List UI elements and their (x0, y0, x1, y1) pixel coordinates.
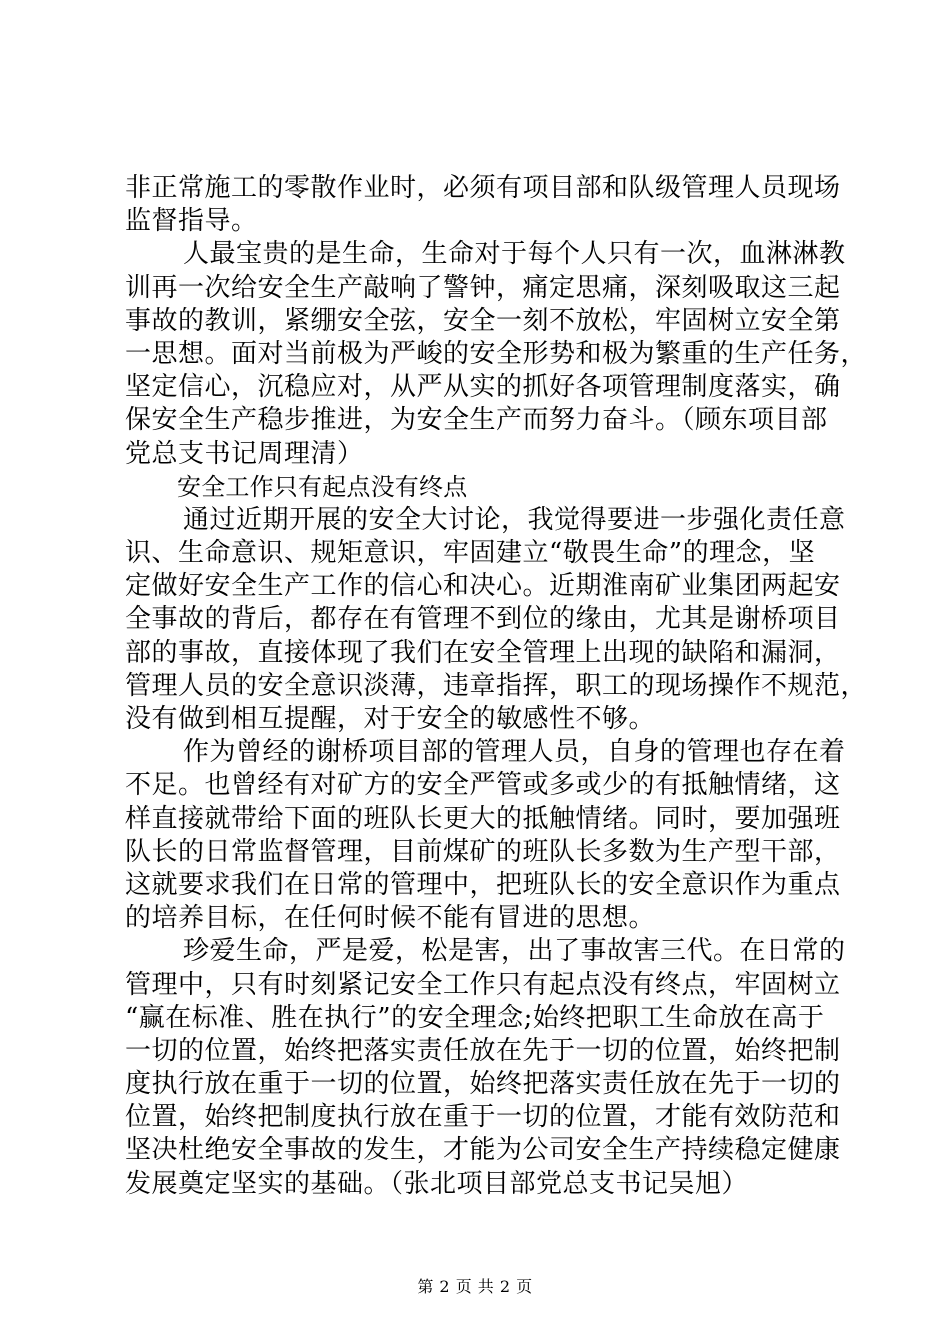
body-line: 队长的日常监督管理，目前煤矿的班队长多数为生产型干部， (125, 836, 841, 867)
body-line: 坚决杜绝安全事故的发生，才能为公司安全生产持续稳定健康 (125, 1135, 841, 1166)
body-line: 定做好安全生产工作的信心和决心。近期淮南矿业集团两起安 (125, 571, 841, 602)
body-line: 识、生命意识、规矩意识，牢固建立“敬畏生命”的理念，坚 (125, 538, 816, 569)
body-line: 部的事故，直接体现了我们在安全管理上出现的缺陷和漏洞， (125, 637, 841, 668)
body-line: 管理中，只有时刻紧记安全工作只有起点没有终点，牢固树立 (125, 969, 841, 1000)
body-line: 一切的位置，始终把落实责任放在先于一切的位置，始终把制 (125, 1035, 841, 1066)
body-line: 管理人员的安全意识淡薄，违章指挥，职工的现场操作不规范， (125, 670, 868, 701)
body-line: 一思想。面对当前极为严峻的安全形势和极为繁重的生产任务， (125, 338, 868, 369)
body-line: 不足。也曾经有对矿方的安全严管或多或少的有抵触情绪，这 (125, 770, 841, 801)
body-line: “赢在标准、胜在执行”的安全理念;始终把职工生命放在高于 (125, 1002, 825, 1033)
paragraph-start-line: 人最宝贵的是生命，生命对于每个人只有一次，血淋淋教 (183, 239, 846, 270)
body-line: 样直接就带给下面的班队长更大的抵触情绪。同时，要加强班 (125, 803, 841, 834)
body-line: 事故的教训，紧绷安全弦，安全一刻不放松，牢固树立安全第 (125, 305, 841, 336)
body-line: 这就要求我们在日常的管理中，把班队长的安全意识作为重点 (125, 869, 841, 900)
body-line: 的培养目标，在任何时候不能有冒进的思想。 (125, 903, 656, 934)
body-line: 非正常施工的零散作业时，必须有项目部和队级管理人员现场 (125, 173, 841, 203)
body-line: 位置，始终把制度执行放在重于一切的位置，才能有效防范和 (125, 1102, 841, 1133)
body-line: 全事故的背后，都存在有管理不到位的缘由，尤其是谢桥项目 (125, 604, 841, 635)
body-line: 坚定信心，沉稳应对，从严从实的抓好各项管理制度落实，确 (125, 372, 841, 403)
body-line: 度执行放在重于一切的位置，始终把落实责任放在先于一切的 (125, 1069, 841, 1100)
document-body (125, 172, 868, 1201)
section-title: 安全工作只有起点没有终点 (177, 472, 468, 501)
body-line: 没有做到相互提醒，对于安全的敏感性不够。 (125, 704, 656, 734)
body-line: 党总支书记周理清） (125, 438, 364, 469)
body-line: 监督指导。 (125, 206, 258, 237)
paragraph-start-line: 通过近期开展的安全大讨论，我觉得要进一步强化责任意 (183, 504, 846, 535)
paragraph-start-line: 作为曾经的谢桥项目部的管理人员，自身的管理也存在着 (183, 737, 846, 768)
paragraph-start-line: 珍爱生命，严是爱，松是害，出了事故害三代。在日常的 (183, 936, 846, 967)
page-number-footer: 第 2 页 共 2 页 (417, 1277, 533, 1296)
body-line: 训再一次给安全生产敲响了警钟，痛定思痛，深刻吸取这三起 (125, 272, 841, 303)
body-line: 发展奠定坚实的基础。（张北项目部党总支书记吴旭） (125, 1168, 749, 1199)
body-line: 保安全生产稳步推进，为安全生产而努力奋斗。（顾东项目部 (125, 405, 828, 436)
